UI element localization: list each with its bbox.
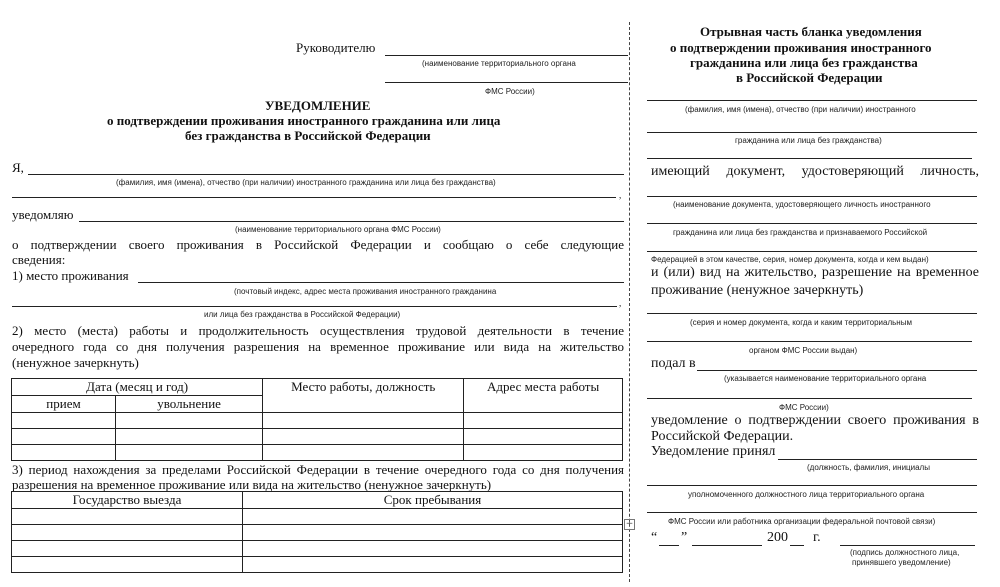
doc-text: имеющий документ, удостоверяющий личность,	[651, 164, 979, 179]
table-cell[interactable]	[263, 445, 464, 461]
table-cell[interactable]	[12, 509, 243, 525]
name-caption: (фамилия, имя (имена), отчество (при наличии) иностранного гражданина или лица без гражданства)	[116, 178, 496, 187]
notify-input-line[interactable]	[79, 221, 624, 222]
table-cell[interactable]	[12, 445, 116, 461]
signature-line[interactable]	[840, 545, 975, 546]
table-cell[interactable]	[116, 413, 263, 429]
permit-text: и (или) вид на жительство, разрешение на временное	[651, 265, 979, 280]
doc-line-3[interactable]	[647, 251, 977, 252]
table-cell[interactable]	[263, 429, 464, 445]
doc-line-2[interactable]	[647, 223, 977, 224]
to-head-label: Руководителю	[296, 40, 376, 55]
sign-caption: (подпись должностного лица,	[850, 548, 960, 557]
notice-text: уведомление о подтверждении своего проживания в	[651, 413, 979, 428]
form-subtitle-1: о подтверждении проживания иностранного гражданина или лица	[107, 113, 501, 128]
work-text-3: (ненужное зачеркнуть)	[12, 355, 139, 370]
date-day-line[interactable]	[659, 545, 679, 546]
filed-line[interactable]	[697, 370, 977, 371]
form-subtitle-2: без гражданства в Российской Федерации	[185, 128, 431, 143]
tear-off-line	[629, 22, 630, 582]
table-cell[interactable]	[116, 445, 263, 461]
tear-off-title: Отрывная часть бланка уведомления	[700, 24, 922, 39]
tear-off-title-4: в Российской Федерации	[736, 70, 883, 85]
work-text-2: очередного года со дня получения разрешения на временное проживание или вида на жительство	[12, 339, 624, 354]
doc-line[interactable]	[647, 196, 977, 197]
table-cell[interactable]	[12, 525, 243, 541]
accepted-line[interactable]	[778, 459, 977, 460]
work-table	[11, 378, 623, 461]
table-row	[12, 525, 623, 541]
permit-line[interactable]	[647, 313, 977, 314]
date-quote-close: ”	[681, 530, 688, 545]
stay-header: Срок пребывания	[243, 492, 623, 509]
date-suffix: г.	[813, 530, 821, 545]
accepted-caption: (должность, фамилия, инициалы	[807, 463, 930, 472]
doc-caption-2: гражданина или лица без гражданства и признаваемого Российской	[673, 228, 928, 237]
table-cell[interactable]	[464, 429, 623, 445]
date-year-line[interactable]	[790, 545, 804, 546]
i-label: Я,	[12, 160, 24, 175]
tear-name-caption-2: гражданина или лица без гражданства)	[735, 136, 882, 145]
permit-text-2: проживание (ненужное зачеркнуть)	[651, 283, 864, 298]
sign-caption-2: принявшего уведомление)	[852, 558, 951, 567]
address-header: Адрес места работы	[464, 379, 623, 413]
accepted-caption-3: ФМС России или работника организации федеральной почтовой связи)	[668, 517, 936, 526]
confirm-text-2: сведения:	[12, 252, 66, 267]
table-cell[interactable]	[263, 413, 464, 429]
table-row	[12, 429, 623, 445]
tear-off-title-3: гражданина или лица без гражданства	[690, 55, 918, 70]
accepted-line-2[interactable]	[647, 485, 977, 486]
comma-2: ,	[619, 298, 622, 308]
hire-header: прием	[12, 396, 116, 413]
permit-caption-2: органом ФМС России выдан)	[749, 346, 858, 355]
permit-caption: (серия и номер документа, когда и каким территориальным	[690, 318, 912, 327]
anchor-icon[interactable]: +	[625, 519, 634, 529]
residence-caption: (почтовый индекс, адрес места проживания иностранного гражданина	[234, 287, 497, 296]
name-input-line[interactable]	[28, 174, 624, 175]
confirm-text: о подтверждении своего проживания в Российской Федерации и сообщаю о себе следующие	[12, 237, 624, 252]
name-input-line-2[interactable]	[12, 197, 616, 198]
permit-line-2[interactable]	[647, 341, 972, 342]
abroad-text: 3) период нахождения за пределами Российской Федерации в течение очередного года со дня получения	[12, 462, 624, 477]
to-head-caption-2: ФМС России)	[485, 87, 535, 96]
doc-caption-3: Федерацией в этом качестве, серия, номер документа, когда и кем выдан)	[651, 255, 929, 264]
table-cell[interactable]	[12, 413, 116, 429]
notify-caption: (наименование территориального органа ФМС России)	[235, 225, 441, 234]
accepted-label: Уведомление принял	[651, 444, 776, 459]
residence-input-line[interactable]	[138, 282, 624, 283]
table-cell[interactable]	[243, 541, 623, 557]
table-cell[interactable]	[243, 509, 623, 525]
residence-label: 1) место проживания	[12, 268, 129, 283]
table-cell[interactable]	[116, 429, 263, 445]
work-text: 2) место (места) работы и продолжительность осуществления трудовой деятельности в течение	[12, 323, 624, 338]
table-cell[interactable]	[464, 413, 623, 429]
table-row	[12, 445, 623, 461]
table-cell[interactable]	[12, 429, 116, 445]
residence-input-line-2[interactable]	[12, 306, 617, 307]
date-header: Дата (месяц и год)	[12, 379, 263, 396]
date-year: 200	[767, 530, 788, 545]
country-header: Государство выезда	[12, 492, 243, 509]
tear-off-title-2: о подтверждении проживания иностранного	[670, 40, 932, 55]
table-cell[interactable]	[464, 445, 623, 461]
notify-label: уведомляю	[12, 207, 74, 222]
abroad-text-2: разрешения на временное проживание или вида на жительство (ненужное зачеркнуть)	[12, 477, 492, 492]
filed-caption-2: ФМС России)	[779, 403, 829, 412]
table-row	[12, 541, 623, 557]
position-header: Место работы, должность	[263, 379, 464, 413]
to-head-line-2[interactable]	[385, 82, 628, 83]
filed-caption: (указывается наименование территориального органа	[724, 374, 927, 383]
tear-name-line[interactable]	[647, 100, 977, 101]
filed-label: подал в	[651, 356, 696, 371]
accepted-line-3[interactable]	[647, 512, 977, 513]
to-head-line[interactable]	[385, 55, 628, 56]
table-cell[interactable]	[243, 525, 623, 541]
form-title: УВЕДОМЛЕНИЕ	[265, 98, 371, 113]
dismiss-header: увольнение	[116, 396, 263, 413]
to-head-caption: (наименование территориального органа	[422, 59, 576, 68]
table-cell[interactable]	[12, 557, 243, 573]
residence-caption-2: или лица без гражданства в Российской Федерации)	[204, 310, 401, 319]
filed-line-2[interactable]	[647, 398, 972, 399]
table-row	[12, 557, 623, 573]
doc-caption: (наименование документа, удостоверяющего личность иностранного	[673, 200, 931, 209]
table-row	[12, 509, 623, 525]
table-row	[12, 413, 623, 429]
accepted-caption-2: уполномоченного должностного лица территориального органа	[688, 490, 925, 499]
table-cell[interactable]	[12, 541, 243, 557]
date-quote-open: “	[651, 530, 658, 545]
tear-name-caption: (фамилия, имя (имена), отчество (при наличии) иностранного	[685, 105, 916, 114]
comma: ,	[619, 190, 622, 200]
notice-text-2: Российской Федерации.	[651, 429, 794, 444]
tear-name-line-3[interactable]	[647, 158, 972, 159]
tear-name-line-2[interactable]	[647, 132, 977, 133]
date-month-line[interactable]	[692, 545, 762, 546]
abroad-table	[11, 491, 623, 573]
table-cell[interactable]	[243, 557, 623, 573]
